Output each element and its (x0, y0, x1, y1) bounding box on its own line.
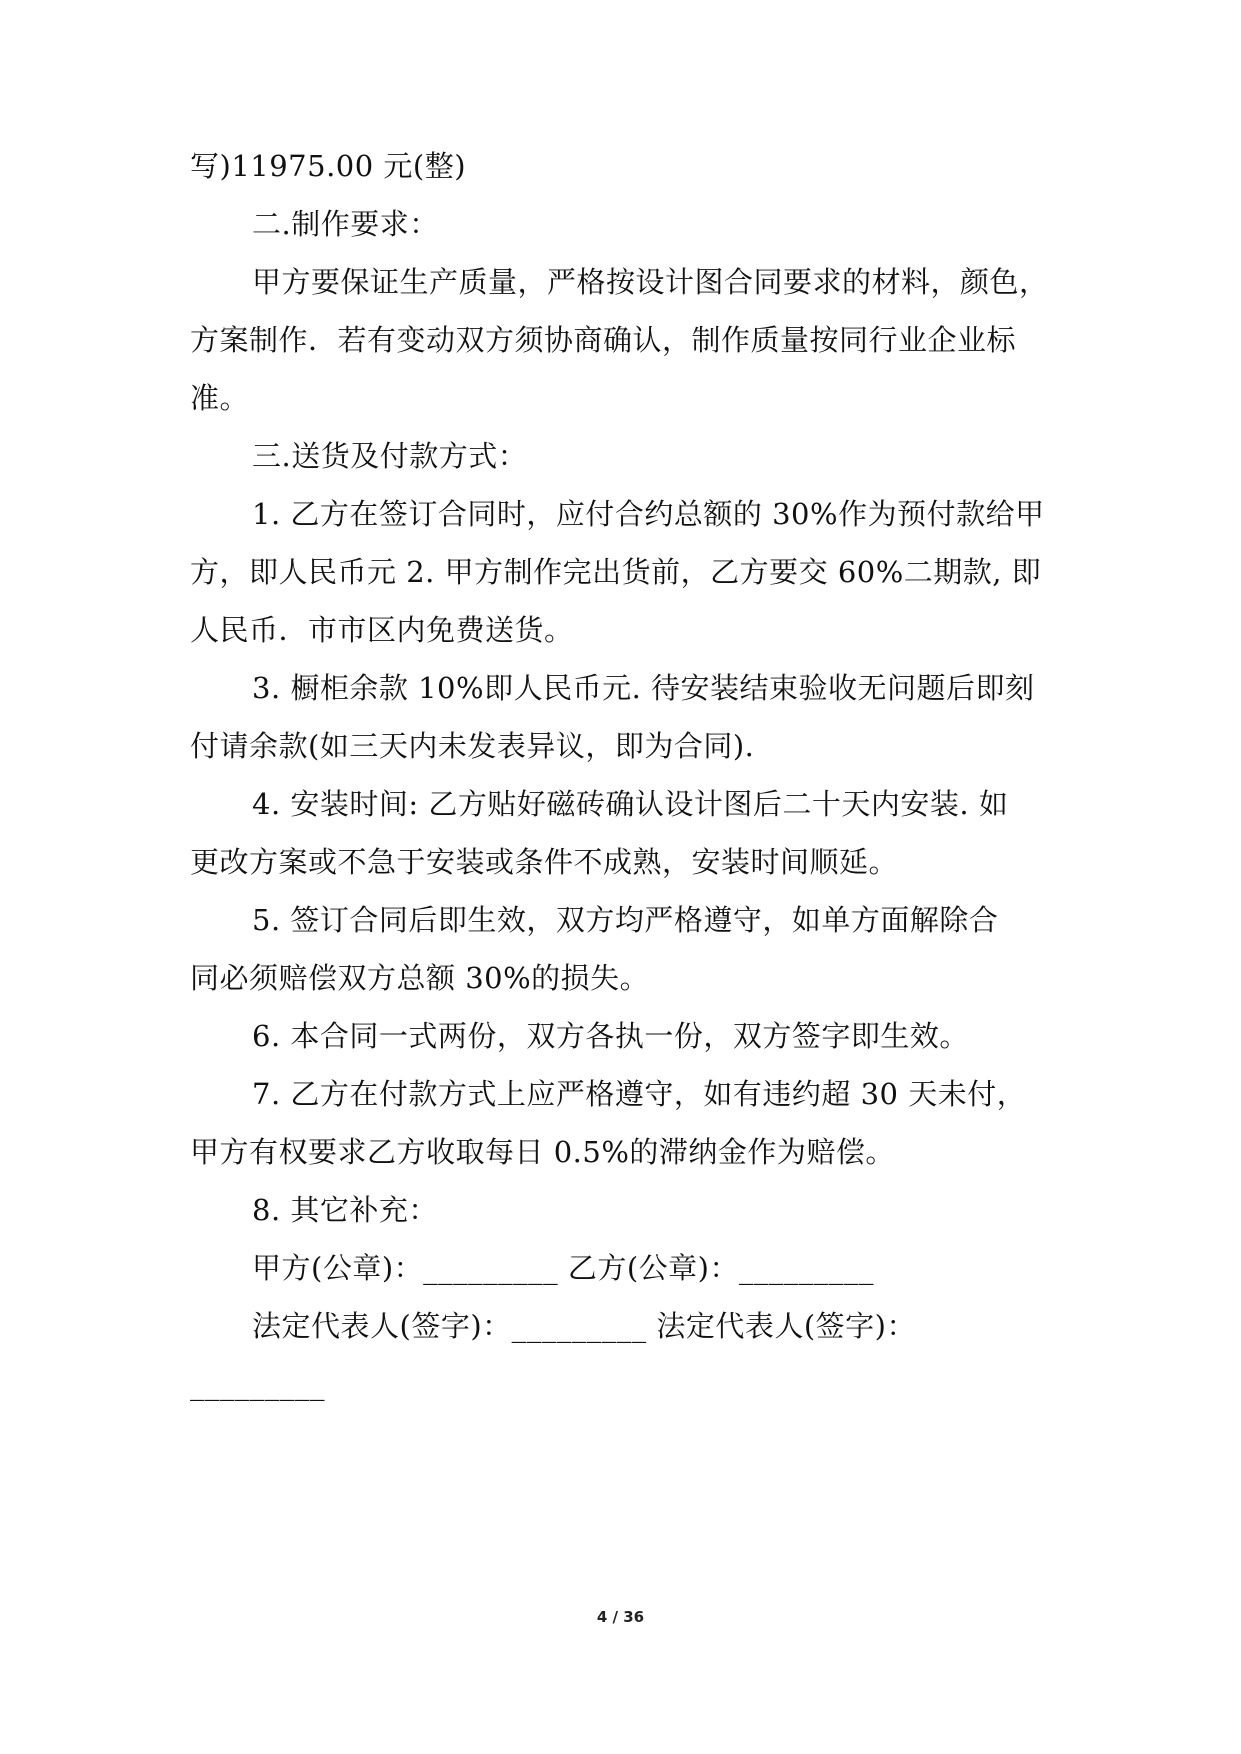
section-heading: 三.送货及付款方式： (252, 439, 528, 473)
text-line: 方，即人民币元 2. 甲方制作完出货前，乙方要交 60%二期款, 即 (190, 555, 1042, 589)
text-line: 3. 橱柜余款 10%即人民币元. 待安装结束验收无问题后即刻 (252, 671, 1035, 705)
text-line: 甲方有权要求乙方收取每日 0.5%的滞纳金作为赔偿。 (190, 1135, 895, 1169)
text-line: 方案制作．若有变动双方须协商确认，制作质量按同行业企业标 (190, 323, 1017, 357)
text-line: 8. 其它补充： (252, 1193, 438, 1227)
text-line: 7. 乙方在付款方式上应严格遵守，如有违约超 30 天未付， (252, 1077, 1027, 1111)
text-line: 同必须赔偿双方总额 30%的损失。 (190, 961, 650, 995)
signature-line: 法定代表人(签字)：_________ 法定代表人(签字)： (252, 1309, 916, 1343)
text-line: 甲方要保证生产质量，严格按设计图合同要求的材料，颜色， (252, 265, 1049, 299)
page-number: 4 / 36 (596, 1608, 645, 1626)
text-line: 1. 乙方在签订合同时，应付合约总额的 30%作为预付款给甲 (252, 497, 1045, 531)
text-line: 付请余款(如三天内未发表异议，即为合同). (190, 729, 755, 763)
text-line: 4. 安装时间: 乙方贴好磁砖确认设计图后二十天内安装. 如 (252, 787, 1009, 821)
text-line: 更改方案或不急于安装或条件不成熟，安装时间顺延。 (190, 845, 899, 879)
signature-line: _________ (190, 1367, 325, 1401)
signature-line: 甲方(公章)：_________ 乙方(公章)：_________ (252, 1251, 874, 1285)
text-line: 人民币．市市区内免费送货。 (190, 613, 574, 647)
section-heading: 二.制作要求： (252, 207, 439, 241)
text-line: 5. 签订合同后即生效，双方均严格遵守，如单方面解除合 (252, 903, 999, 937)
text-line: 6. 本合同一式两份，双方各执一份，双方签字即生效。 (252, 1019, 969, 1053)
text-line: 写)11975.00 元(整) (190, 149, 467, 183)
text-line: 准。 (190, 381, 250, 415)
